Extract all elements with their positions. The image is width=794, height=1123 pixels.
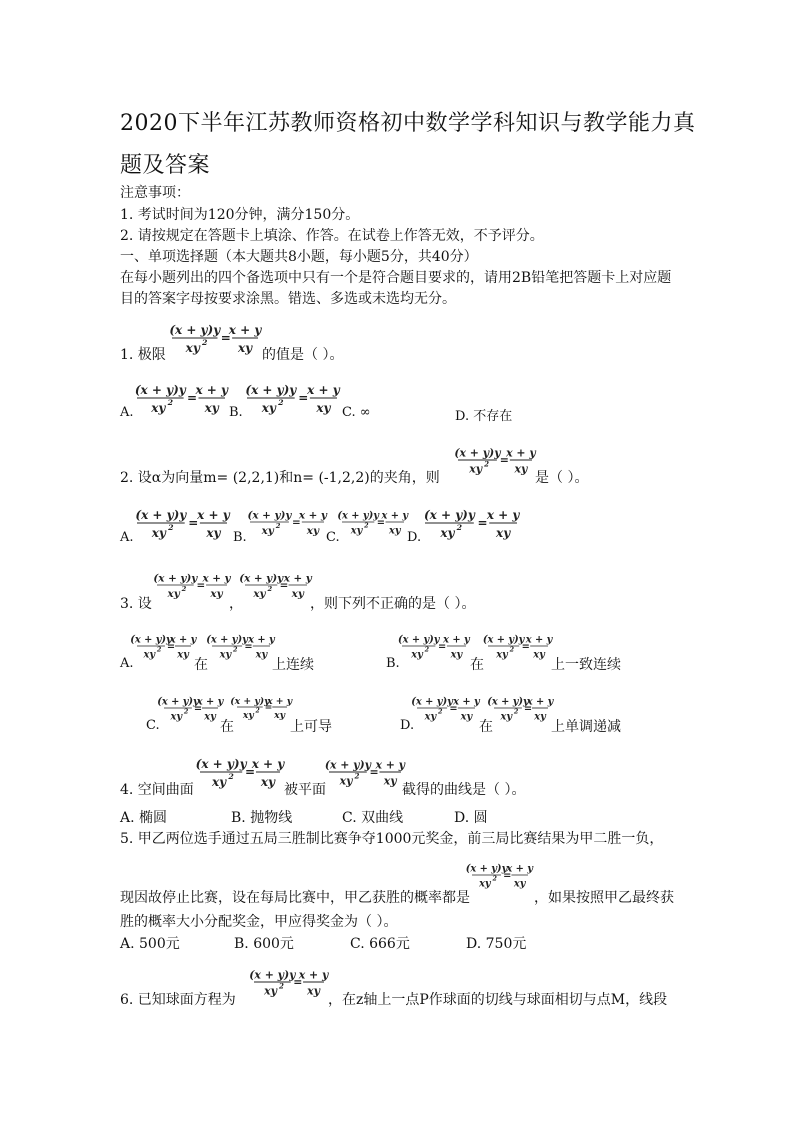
formula-right-numerator: x + y — [197, 508, 230, 522]
formula-right-numerator: x + y — [526, 696, 554, 708]
q5-line-1: 5. 甲乙两位选手通过五局三胜制比赛争夺1000元奖金，前三局比赛结果为甲二胜一负， — [120, 831, 664, 847]
q3-option-d-in: 在 — [479, 719, 493, 735]
formula-denominator: xy — [253, 588, 266, 601]
q2-option-c-label: C. — [326, 530, 340, 545]
formula-superscript: 2 — [267, 585, 273, 594]
formula-superscript: 2 — [456, 523, 463, 532]
q6-suffix: ，在z轴上一点P作球面的切线与球面相切与点M，线段 — [328, 992, 668, 1008]
formula-numerator: (x + y)y — [169, 323, 221, 337]
q6-prefix: 6. 已知球面方程为 — [120, 992, 236, 1008]
formula-superscript: 2 — [364, 521, 369, 530]
formula-right-numerator: x + y — [283, 572, 312, 585]
formula-image — [465, 857, 533, 893]
formula-svg — [248, 503, 326, 541]
formula-svg — [170, 316, 260, 360]
formula-denominator: xy — [185, 341, 200, 355]
formula-right-denominator: xy — [316, 401, 331, 415]
formula-svg — [157, 690, 224, 726]
formula-numerator: (x + y)y — [249, 968, 296, 982]
q3-prefix: 3. 设 — [120, 596, 152, 612]
formula-right-numerator: x + y — [443, 634, 470, 646]
formula-svg — [423, 501, 519, 545]
formula-right-denominator: xy — [460, 711, 473, 723]
formula-right-denominator: xy — [496, 526, 511, 540]
formula-denominator: xy — [500, 711, 513, 723]
formula-image — [230, 690, 293, 724]
formula-numerator: (x + y)y — [487, 696, 529, 708]
q3-option-a-in: 在 — [194, 657, 208, 673]
formula-denominator: xy — [350, 525, 363, 537]
formula-svg — [195, 750, 285, 794]
formula-svg — [135, 376, 227, 420]
q2-option-b-label: B. — [233, 530, 247, 545]
formula-numerator: (x + y)y — [130, 634, 172, 646]
q3-suffix: ，则下列不正确的是（ ）。 — [310, 596, 476, 612]
formula-svg — [206, 628, 275, 664]
section-desc-1: 在每小题列出的四个备选项中只有一个是符合题目要求的，请用2B铅笔把答题卡上对应题 — [120, 270, 672, 286]
formula-image — [170, 316, 260, 360]
formula-image — [239, 566, 312, 604]
formula-right-numerator: x + y — [248, 634, 275, 646]
formula-svg — [249, 962, 329, 1002]
formula-numerator: (x + y)y — [337, 510, 379, 522]
q4-option-c: C. 双曲线 — [342, 810, 404, 826]
q2-option-d-label: D. — [407, 530, 422, 545]
formula-equals: = — [193, 703, 203, 715]
formula-right-numerator: x + y — [267, 695, 293, 707]
q3-option-b-label: B. — [386, 656, 400, 671]
formula-denominator: xy — [424, 711, 437, 723]
q1-option-b-label: B. — [229, 405, 243, 420]
formula-numerator: (x + y)y — [397, 634, 440, 646]
formula-numerator: (x + y)y — [465, 863, 508, 875]
formula-svg — [465, 857, 533, 893]
formula-svg — [135, 501, 229, 545]
formula-denominator: xy — [440, 526, 455, 540]
formula-superscript: 2 — [202, 338, 208, 347]
formula-right-numerator: x + y — [228, 323, 262, 337]
formula-numerator: (x + y)y — [482, 634, 525, 646]
q4-prefix: 4. 空间曲面 — [120, 782, 194, 798]
q3-option-d-label: D. — [400, 718, 415, 733]
formula-image — [135, 376, 227, 420]
formula-numerator: (x + y)y — [247, 509, 292, 522]
notice-heading: 注意事项： — [120, 185, 190, 201]
formula-right-denominator: xy — [210, 588, 223, 601]
formula-svg — [411, 690, 480, 726]
formula-superscript: 2 — [424, 645, 430, 654]
formula-equals: = — [279, 579, 289, 592]
formula-numerator: (x + y)y — [135, 508, 187, 522]
formula-right-numerator: x + y — [298, 968, 329, 982]
q2-suffix: 是（ ）。 — [535, 470, 589, 486]
formula-superscript: 2 — [509, 645, 515, 654]
formula-right-numerator: x + y — [169, 634, 197, 646]
notice-item-2: 2. 请按规定在答题卡上填涂、作答。在试卷上作答无效，不予评分。 — [120, 228, 544, 244]
q1-option-d: D. 不存在 — [455, 409, 513, 424]
formula-image — [337, 504, 409, 540]
formula-superscript: 2 — [233, 645, 238, 654]
page-title-line1: 2020下半年江苏教师资格初中数学学科知识与教学能力真 — [120, 111, 696, 136]
formula-right-denominator: xy — [255, 649, 268, 661]
formula-right-denominator: xy — [534, 711, 546, 723]
q4-option-a: A. 椭圆 — [120, 810, 168, 826]
formula-right-numerator: x + y — [486, 508, 520, 522]
formula-numerator: (x + y)y — [153, 572, 198, 585]
q5-option-d: D. 750元 — [466, 936, 527, 952]
formula-image — [487, 690, 554, 726]
formula-denominator: xy — [339, 774, 353, 788]
formula-right-denominator: xy — [513, 878, 526, 890]
formula-equals: = — [188, 516, 199, 530]
formula-right-denominator: xy — [533, 649, 545, 661]
formula-svg — [155, 566, 229, 604]
formula-right-denominator: xy — [206, 526, 221, 540]
formula-superscript: 2 — [492, 874, 497, 883]
formula-superscript: 2 — [513, 707, 519, 716]
formula-image — [324, 752, 405, 792]
page-title-line2: 题及答案 — [120, 153, 211, 178]
formula-image — [482, 628, 553, 664]
formula-right-numerator: x + y — [506, 863, 533, 875]
formula-right-denominator: xy — [204, 711, 216, 723]
formula-numerator: (x + y)y — [134, 383, 186, 397]
q1-option-a-label: A. — [120, 405, 134, 420]
formula-right-denominator: xy — [260, 775, 276, 789]
formula-image — [245, 376, 339, 420]
formula-image — [206, 628, 275, 664]
formula-superscript: 2 — [275, 522, 281, 531]
formula-svg — [245, 376, 339, 420]
formula-superscript: 2 — [183, 707, 189, 716]
q3-option-a-label: A. — [120, 656, 134, 671]
formula-right-numerator: x + y — [307, 383, 340, 397]
q4-option-b: B. 抛物线 — [231, 810, 293, 826]
q5-line-3: 胜的概率大小分配奖金，甲应得奖金为（ ）。 — [120, 914, 398, 930]
formula-superscript: 2 — [354, 771, 360, 781]
formula-numerator: (x + y)y — [245, 383, 297, 397]
formula-equals: = — [369, 765, 379, 779]
q3-option-c-tail: 上可导 — [290, 719, 332, 735]
formula-superscript: 2 — [168, 523, 174, 532]
q5-line-2a: 现因故停止比赛，设在每局比赛中，甲乙获胜的概率都是 — [120, 890, 470, 906]
formula-right-denominator: xy — [306, 525, 320, 538]
formula-numerator: (x + y)y — [230, 695, 270, 707]
formula-right-denominator: xy — [274, 709, 286, 721]
formula-right-numerator: x + y — [298, 509, 327, 522]
formula-superscript: 2 — [156, 645, 162, 654]
formula-equals: = — [264, 702, 273, 714]
formula-svg — [239, 566, 312, 604]
formula-equals: = — [244, 641, 253, 653]
formula-svg — [324, 752, 405, 792]
formula-numerator: (x + y)y — [454, 446, 501, 460]
formula-image — [130, 628, 197, 664]
formula-right-denominator: xy — [450, 649, 463, 661]
formula-equals: = — [521, 641, 530, 653]
formula-image — [155, 566, 229, 604]
formula-right-denominator: xy — [388, 525, 401, 537]
formula-equals: = — [298, 391, 309, 405]
formula-equals: = — [292, 516, 301, 529]
formula-equals: = — [499, 453, 509, 467]
q4-suffix: 截得的曲线是（ ）。 — [402, 782, 526, 798]
formula-denominator: xy — [212, 775, 227, 789]
formula-denominator: xy — [219, 649, 232, 661]
formula-superscript: 2 — [484, 459, 490, 469]
formula-equals: = — [187, 391, 198, 405]
formula-right-numerator: x + y — [506, 446, 536, 460]
formula-equals: = — [166, 641, 176, 653]
q5-option-b: B. 600元 — [234, 936, 294, 952]
formula-svg — [337, 504, 409, 540]
formula-right-numerator: x + y — [525, 634, 553, 646]
formula-denominator: xy — [261, 401, 276, 415]
formula-right-numerator: x + y — [202, 572, 231, 585]
q1-prefix: 1. 极限 — [120, 347, 166, 363]
formula-denominator: xy — [264, 984, 277, 998]
formula-right-numerator: x + y — [251, 757, 285, 771]
formula-right-denominator: xy — [514, 462, 528, 476]
formula-superscript: 2 — [278, 981, 284, 991]
formula-equals: = — [503, 870, 512, 882]
formula-right-numerator: x + y — [375, 758, 405, 772]
formula-superscript: 2 — [167, 398, 174, 407]
formula-right-numerator: x + y — [196, 696, 224, 708]
formula-right-numerator: x + y — [381, 510, 409, 522]
formula-denominator: xy — [261, 525, 274, 538]
formula-image — [249, 962, 329, 1002]
formula-denominator: xy — [143, 649, 156, 661]
formula-superscript: 2 — [228, 772, 234, 781]
q3-option-a-tail: 上连续 — [272, 657, 314, 673]
formula-superscript: 2 — [438, 707, 443, 716]
formula-right-denominator: xy — [237, 341, 253, 355]
q5-option-a: A. 500元 — [120, 936, 180, 952]
formula-denominator: xy — [151, 401, 166, 415]
formula-svg — [456, 440, 534, 480]
formula-svg — [482, 628, 553, 664]
q3-option-c-in: 在 — [220, 719, 234, 735]
formula-equals: = — [523, 703, 533, 715]
formula-image — [135, 501, 229, 545]
formula-denominator: xy — [479, 878, 491, 890]
q4-mid: 被平面 — [284, 782, 326, 798]
formula-equals: = — [196, 579, 206, 592]
formula-denominator: xy — [242, 709, 254, 721]
formula-equals: = — [449, 703, 458, 715]
formula-svg — [397, 628, 470, 664]
formula-image — [423, 501, 519, 545]
formula-numerator: (x + y)y — [324, 758, 371, 772]
formula-equals: = — [438, 641, 447, 653]
q4-option-d: D. 圆 — [454, 810, 488, 826]
formula-image — [456, 440, 534, 480]
q2-option-a-label: A. — [120, 530, 134, 545]
section-heading: 一、单项选择题（本大题共8小题，每小题5分，共40分） — [120, 249, 478, 265]
formula-numerator: (x + y)y — [157, 696, 199, 708]
formula-numerator: (x + y)y — [423, 508, 475, 522]
formula-numerator: (x + y)y — [195, 757, 247, 771]
q1-suffix: 的值是（ ）。 — [262, 347, 344, 363]
formula-denominator: xy — [496, 649, 508, 661]
formula-equals: = — [245, 765, 256, 779]
formula-svg — [230, 690, 293, 724]
formula-numerator: (x + y)y — [239, 572, 284, 585]
section-desc-2: 目的答案字母按要求涂黑。错选、多选或未选均无分。 — [120, 291, 456, 307]
q1-option-c: C. ∞ — [342, 405, 371, 420]
formula-right-denominator: xy — [291, 588, 304, 601]
formula-numerator: (x + y)y — [411, 696, 453, 708]
formula-denominator: xy — [170, 711, 183, 723]
formula-image — [248, 503, 326, 541]
formula-superscript: 2 — [278, 398, 284, 407]
formula-right-numerator: x + y — [453, 696, 480, 708]
formula-denominator: xy — [411, 649, 423, 661]
q3-comma: ， — [229, 596, 243, 612]
q5-line-2b: ，如果按照甲乙最终获 — [534, 890, 674, 906]
q3-option-c-label: C. — [146, 718, 160, 733]
formula-svg — [487, 690, 554, 726]
q3-option-d-tail: 上单调递减 — [551, 719, 621, 735]
formula-numerator: (x + y)y — [206, 634, 248, 646]
notice-item-1: 1. 考试时间为120分钟，满分150分。 — [120, 207, 360, 223]
formula-right-denominator: xy — [383, 774, 397, 788]
formula-equals: = — [376, 517, 386, 529]
formula-equals: = — [477, 516, 488, 530]
formula-image — [195, 750, 285, 794]
formula-image — [397, 628, 470, 664]
formula-right-numerator: x + y — [195, 383, 229, 397]
formula-denominator: xy — [469, 462, 483, 476]
formula-image — [157, 690, 224, 726]
formula-equals: = — [293, 975, 303, 989]
q2-stem: 2. 设α为向量m= (2,2,1)和n= (-1,2,2)的夹角，则 — [120, 470, 440, 486]
formula-superscript: 2 — [181, 585, 187, 594]
formula-right-denominator: xy — [204, 401, 219, 415]
formula-svg — [130, 628, 197, 664]
formula-right-denominator: xy — [307, 984, 320, 998]
formula-denominator: xy — [167, 588, 180, 601]
formula-equals: = — [220, 331, 231, 345]
formula-denominator: xy — [151, 526, 166, 540]
formula-superscript: 2 — [255, 707, 260, 715]
q5-option-c: C. 666元 — [350, 936, 410, 952]
q3-option-b-tail: 上一致连续 — [551, 657, 621, 673]
formula-right-denominator: xy — [177, 649, 189, 661]
formula-image — [411, 690, 480, 726]
q3-option-b-in: 在 — [470, 657, 484, 673]
